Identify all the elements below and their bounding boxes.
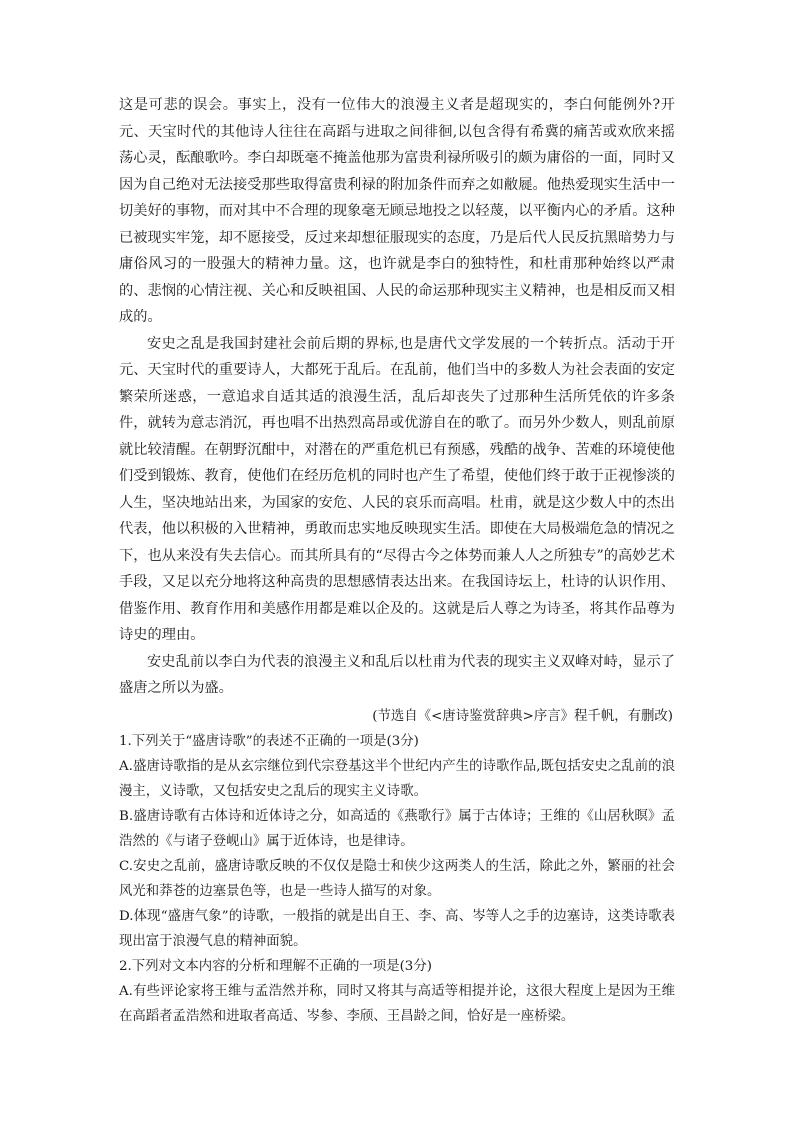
question-1-stem: 1.下列关于“盛唐诗歌”的表述不正确的一项是(3分) (119, 733, 419, 749)
question-1-option-c: C.安史之乱前，盛唐诗歌反映的不仅仅是隐士和侠少这两类人的生活，除此之外，繁丽的社会风光和莽苍的边塞景色等，也是一些诗人描写的对象。 (119, 858, 675, 899)
paragraph-an-shi-rebellion: 安史之乱是我国封建社会前后期的界标,也是唐代文学发展的一个转折点。活动于开元、天宝时代的重要诗人，大都死于乱后。在乱前，他们当中的多数人为社会表面的安定繁荣所迷惑，一意追求自适其适的浪漫生活，乱后却丧失了过那种生活所凭依的许多条件，就转为意志消沉，再也唱不出热烈高昂或优游自在的歌了。而另外少数人，则乱前原就比较清醒。在朝野沉酣中，对潜在的严重危机已有预感，残酷的战争、苦难的环境使他们受到锻炼、教育，使他们在经历危机的同时也产生了希望，使他们终于敢于正视惨淡的人生，坚决地站出来，为国家的安危、人民的哀乐而高唱。杜甫，就是这少数人中的杰出代表，他以积极的入世精神，勇敢而忠实地反映现实生活。即使在大局极端危急的情况之下，也从来没有失去信心。而其所具有的“尽得古今之体势而兼人人之所独专”的高妙艺术手段，又足以充分地将这种高贵的思想感情表达出来。在我国诗坛上，杜诗的认识作用、借鉴作用、教育作用和美感作用都是难以企及的。这就是后人尊之为诗圣，将其作品尊为诗史的理由。 (119, 335, 675, 643)
question-1-option-d: D.体现“盛唐气象”的诗歌，一般指的就是出自王、李、高、岑等人之手的边塞诗，这类诗歌表现出富于浪漫气息的精神面貌。 (119, 908, 675, 949)
paragraph-li-bai: 这是可悲的误会。事实上，没有一位伟大的浪漫主义者是超现实的，李白何能例外?开元、天宝时代的其他诗人往往在高蹈与进取之间徘徊,以包含得有希冀的痛苦或欢欣来摇荡心灵，酝酿歌吟。李白却既毫不掩盖他那为富贵利禄所吸引的颇为庸俗的一面，同时又因为自己绝对无法接受那些取得富贵利禄的附加条件而弃之如敝屣。他热爱现实生活中一切美好的事物，而对其中不合理的现象毫无顾忌地投之以轻蔑，以平衡内心的矛盾。这种已被现实牢笼，却不愿接受，反过来却想征服现实的态度，乃是后代人民反抗黑暗势力与庸俗风习的一股强大的精神力量。这，也许就是李白的独特性，和杜甫那种始终以严肃的、悲悯的心情注视、关心和反映祖国、人民的命运那种现实主义精神，也是相反而又相成的。 (119, 97, 675, 325)
question-1-option-a: A.盛唐诗歌指的是从玄宗继位到代宗登基这半个世纪内产生的诗歌作品,既包括安史之乱前的浪漫主，义诗歌，又包括安史之乱后的现实主义诗歌。 (119, 758, 675, 799)
paragraph-conclusion: 安史乱前以李白为代表的浪漫主义和乱后以杜甫为代表的现实主义双峰对峙，显示了盛唐之所以为盛。 (119, 653, 675, 696)
question-2-option-a: A.有些评论家将王维与孟浩然并称，同时又将其与高适等相提并论，这很大程度上是因为王维在高蹈者孟浩然和进取者高适、岑参、李颀、王昌龄之间，恰好是一座桥梁。 (119, 983, 675, 1024)
question-2-stem: 2.下列对文本内容的分析和理解不正确的一项是(3分) (119, 958, 432, 974)
question-1-option-b: B.盛唐诗歌有古体诗和近体诗之分，如高适的《燕歌行》属于古体诗；王维的《山居秋暝》孟浩然的《与诸子登岘山》属于近体诗，也是律诗。 (119, 808, 675, 849)
source-citation: (节选自《<唐诗鉴赏辞典>序言》程千帆，有删改) (372, 708, 673, 724)
article-body (119, 92, 675, 1029)
